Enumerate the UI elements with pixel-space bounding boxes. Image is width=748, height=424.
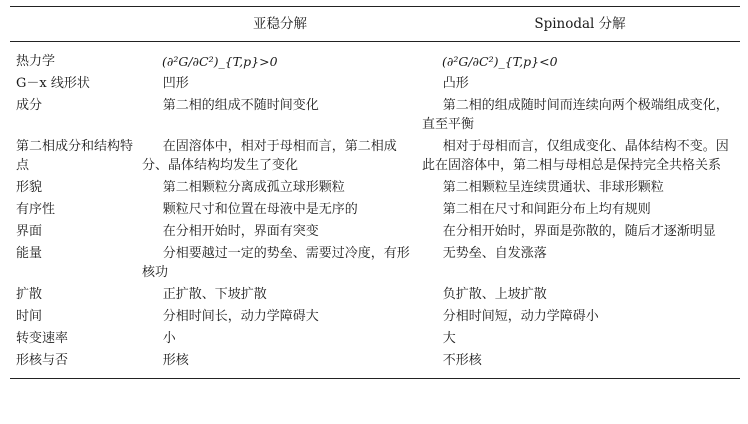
row-spinodal: 第二相在尺寸和间距分布上均有规则 (442, 202, 651, 217)
row-property: 成分 (16, 98, 43, 113)
row-spinodal: 大 (442, 331, 456, 346)
row-spinodal: (∂²G/∂C²)_{T,p}<0 (442, 54, 558, 69)
row-property: 形核与否 (10, 350, 140, 379)
header-metastable: 亚稳分解 (140, 7, 420, 42)
table-row (10, 328, 740, 350)
row-spinodal: 第二相的组成随时间而连续向两个极端组成变化，直至平衡 (422, 98, 729, 132)
row-spinodal: 在分相开始时，界面是弥散的，随后才逐渐明显 (442, 224, 716, 239)
row-metastable: 分相要越过一定的势垒、需要过冷度，有形核功 (142, 246, 410, 280)
row-spinodal: 无势垒、自发涨落 (442, 246, 547, 261)
header-row (10, 7, 740, 42)
table-row (10, 136, 740, 177)
row-property: 第二相成分和结构特点 (16, 139, 134, 173)
table-row (10, 243, 740, 284)
row-metastable: 在固溶体中，相对于母相而言，第二相成分、晶体结构均发生了变化 (142, 139, 397, 173)
row-metastable: 形核 (140, 350, 420, 379)
row-property: 能量 (16, 246, 43, 261)
row-property: 热力学 (16, 54, 56, 69)
row-spinodal: 分相时间短，动力学障碍小 (442, 309, 599, 324)
table-row (10, 284, 740, 306)
row-property: 扩散 (16, 287, 43, 302)
row-property: 转变速率 (16, 331, 69, 346)
table-row (10, 95, 740, 136)
row-metastable: 第二相的组成不随时间变化 (162, 98, 319, 113)
row-spinodal: 凸形 (442, 76, 469, 91)
row-property: 形貌 (16, 180, 43, 195)
table-row (10, 177, 740, 199)
header-spinodal: Spinodal 分解 (420, 7, 740, 42)
row-property: 时间 (16, 309, 43, 324)
comparison-table (10, 6, 740, 379)
row-property: 界面 (16, 224, 43, 239)
table-row (10, 199, 740, 221)
row-metastable: 颗粒尺寸和位置在母液中是无序的 (162, 202, 358, 217)
table-row (10, 221, 740, 243)
row-spinodal: 不形核 (420, 350, 740, 379)
row-metastable: 第二相颗粒分离成孤立球形颗粒 (162, 180, 345, 195)
comparison-table-container (10, 6, 740, 379)
table-row (10, 350, 740, 379)
row-property: G－x 线形状 (16, 76, 90, 91)
row-metastable: 正扩散、下坡扩散 (162, 287, 267, 302)
table-row (10, 42, 740, 74)
row-metastable: 在分相开始时，界面有突变 (162, 224, 319, 239)
row-property: 有序性 (16, 202, 56, 217)
row-metastable: (∂²G/∂C²)_{T,p}>0 (162, 54, 278, 69)
table-body (10, 42, 740, 379)
header-property (10, 7, 140, 42)
table-row (10, 73, 740, 95)
table-row (10, 306, 740, 328)
row-spinodal: 相对于母相而言，仅组成变化、晶体结构不变。因此在固溶体中，第二相与母相总是保持完全共格关系 (422, 139, 729, 173)
row-spinodal: 负扩散、上坡扩散 (442, 287, 547, 302)
table-header (10, 7, 740, 42)
row-spinodal: 第二相颗粒呈连续贯通状、非球形颗粒 (442, 180, 664, 195)
row-metastable: 分相时间长，动力学障碍大 (162, 309, 319, 324)
row-metastable: 凹形 (162, 76, 189, 91)
row-metastable: 小 (162, 331, 176, 346)
